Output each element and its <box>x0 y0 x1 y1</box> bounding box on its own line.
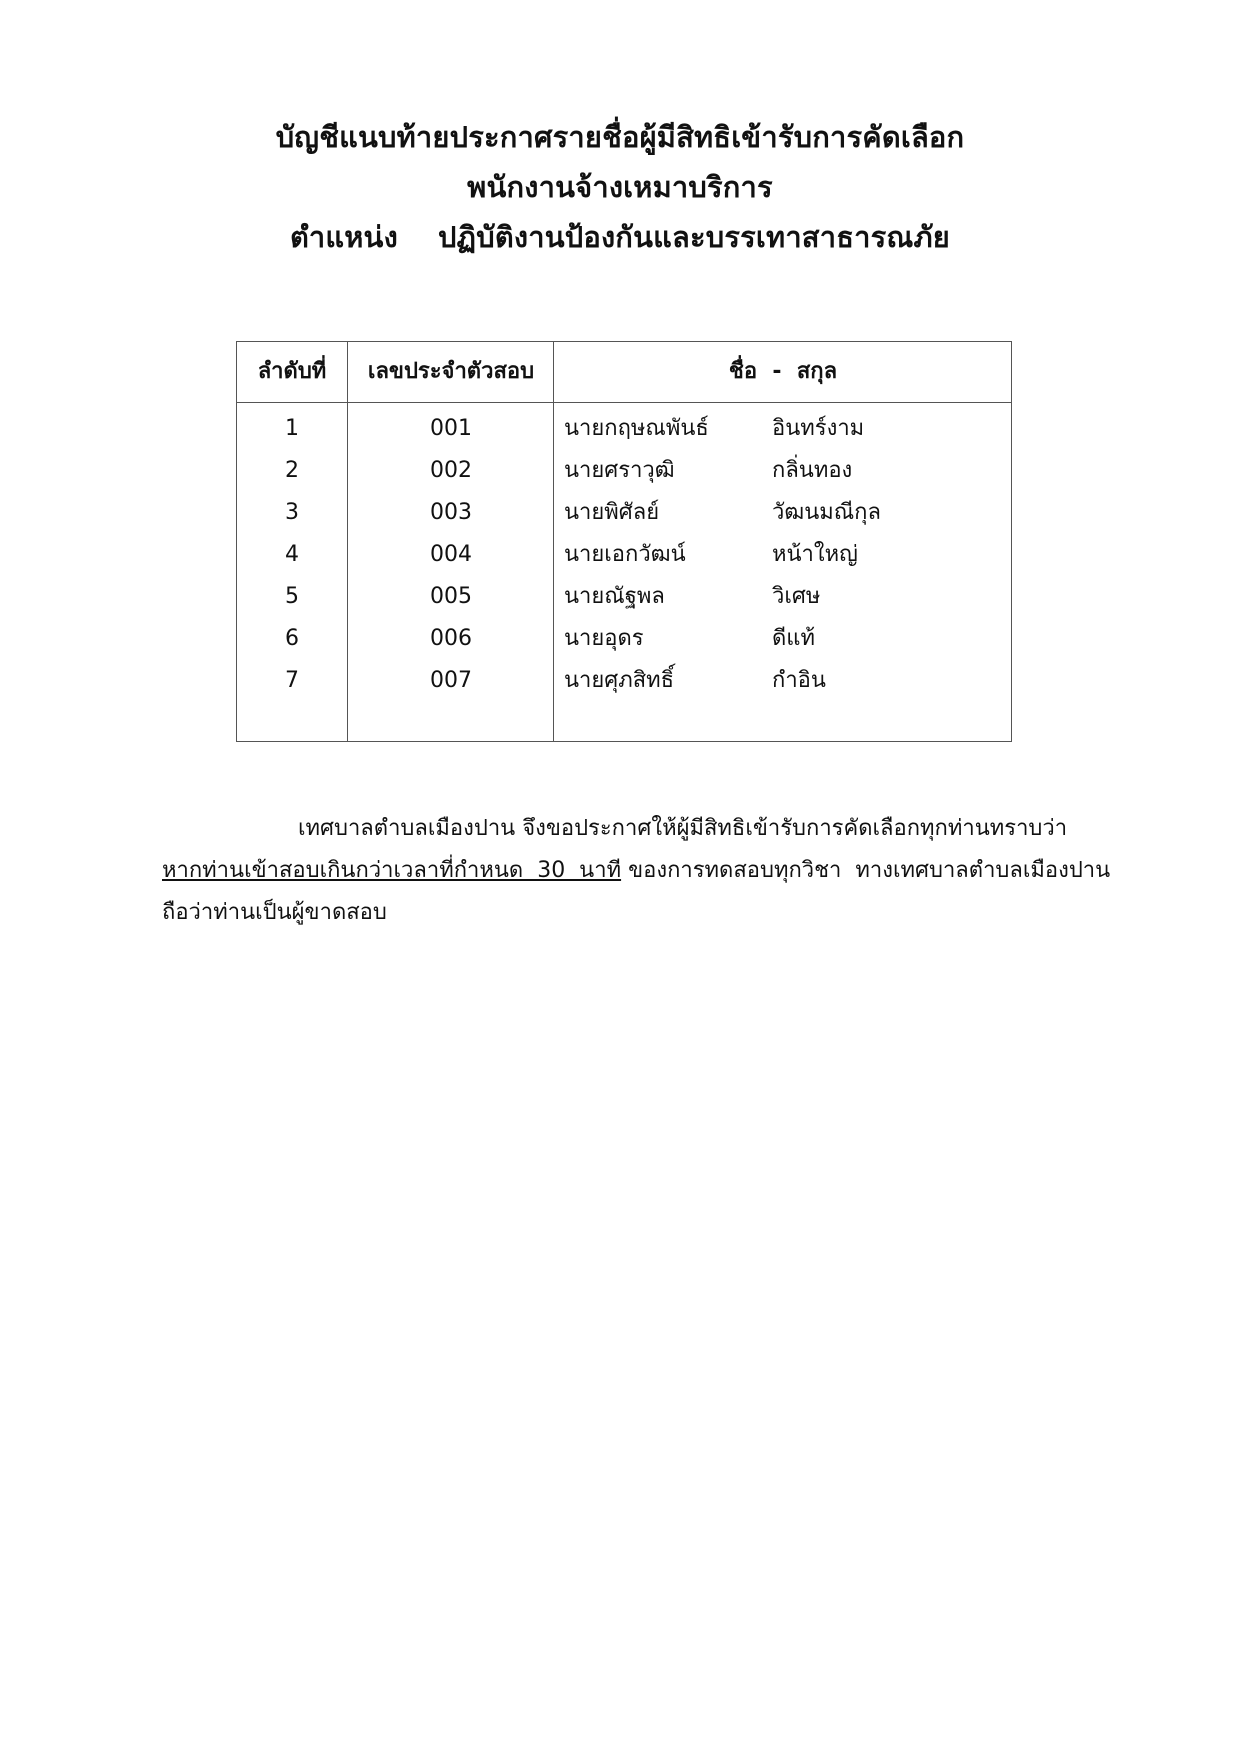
notice-text-1: เทศบาลตำบลเมืองปาน จึงขอประกาศให้ผู้มีสิทธิเข้ารับการคัดเลือกทุกท่านทราบว่า <box>298 816 1068 841</box>
notice-paragraph <box>162 808 1162 934</box>
cell-exam-id: 005 <box>430 584 472 609</box>
notice-text-2: ของการทดสอบทุกวิชา ทางเทศบาลตำบลเมืองปาน <box>621 858 1111 883</box>
cell-no: 3 <box>285 500 299 525</box>
header-exam-id: เลขประจำตัวสอบ <box>367 359 535 384</box>
cell-last-name: วิเศษ <box>772 584 821 609</box>
cell-exam-id: 001 <box>430 416 472 441</box>
table-row <box>237 660 1011 702</box>
cell-exam-id: 007 <box>430 668 472 693</box>
cell-first-name: นายกฤษณพันธ์ <box>564 416 709 441</box>
candidate-table <box>236 341 1012 742</box>
cell-exam-id: 006 <box>430 626 472 651</box>
cell-no: 2 <box>285 458 299 483</box>
cell-last-name: ดีแท้ <box>772 626 815 651</box>
cell-first-name: นายศุภสิทธิ์ <box>564 668 675 693</box>
cell-first-name: นายพิศัลย์ <box>564 500 660 525</box>
table-body <box>237 408 1011 702</box>
notice-line-3: ถือว่าท่านเป็นผู้ขาดสอบ <box>162 900 387 925</box>
table-row <box>237 576 1011 618</box>
cell-first-name: นายณัฐพล <box>564 584 665 609</box>
cell-last-name: อินทร์งาม <box>772 416 865 441</box>
cell-first-name: นายศราวุฒิ <box>564 458 675 483</box>
notice-underlined-text: หากท่านเข้าสอบเกินกว่าเวลาที่กำหนด 30 นาที <box>162 858 622 883</box>
cell-exam-id: 002 <box>430 458 472 483</box>
cell-no: 1 <box>285 416 299 441</box>
cell-first-name: นายอุดร <box>564 626 644 651</box>
position-label: ตำแหน่ง <box>290 220 398 254</box>
title-line-2: พนักงานจ้างเหมาบริการ <box>467 170 773 204</box>
cell-last-name: กำอิน <box>772 668 826 693</box>
cell-no: 6 <box>285 626 299 651</box>
table-row <box>237 618 1011 660</box>
table-row <box>237 492 1011 534</box>
cell-first-name: นายเอกวัฒน์ <box>564 542 686 567</box>
title-line-3 <box>0 212 1240 262</box>
cell-last-name: หน้าใหญ่ <box>772 542 858 567</box>
table-row <box>237 450 1011 492</box>
document-title <box>0 112 1240 262</box>
cell-last-name: กลิ่นทอง <box>772 458 853 483</box>
position-name: ปฏิบัติงานป้องกันและบรรเทาสาธารณภัย <box>437 220 950 254</box>
table-row <box>237 408 1011 450</box>
title-line-1: บัญชีแนบท้ายประกาศรายชื่อผู้มีสิทธิเข้ารับการคัดเลือก <box>275 120 965 154</box>
notice-line-1 <box>162 808 1162 850</box>
header-name: ชื่อ - สกุล <box>728 359 838 384</box>
cell-last-name: วัฒนมณีกุล <box>772 500 881 525</box>
header-no: ลำดับที่ <box>257 359 327 384</box>
cell-exam-id: 004 <box>430 542 472 567</box>
cell-no: 4 <box>285 542 299 567</box>
notice-line-2 <box>162 850 1162 892</box>
table-row <box>237 534 1011 576</box>
cell-exam-id: 003 <box>430 500 472 525</box>
cell-no: 7 <box>285 668 299 693</box>
cell-no: 5 <box>285 584 299 609</box>
header-divider <box>237 402 1011 403</box>
